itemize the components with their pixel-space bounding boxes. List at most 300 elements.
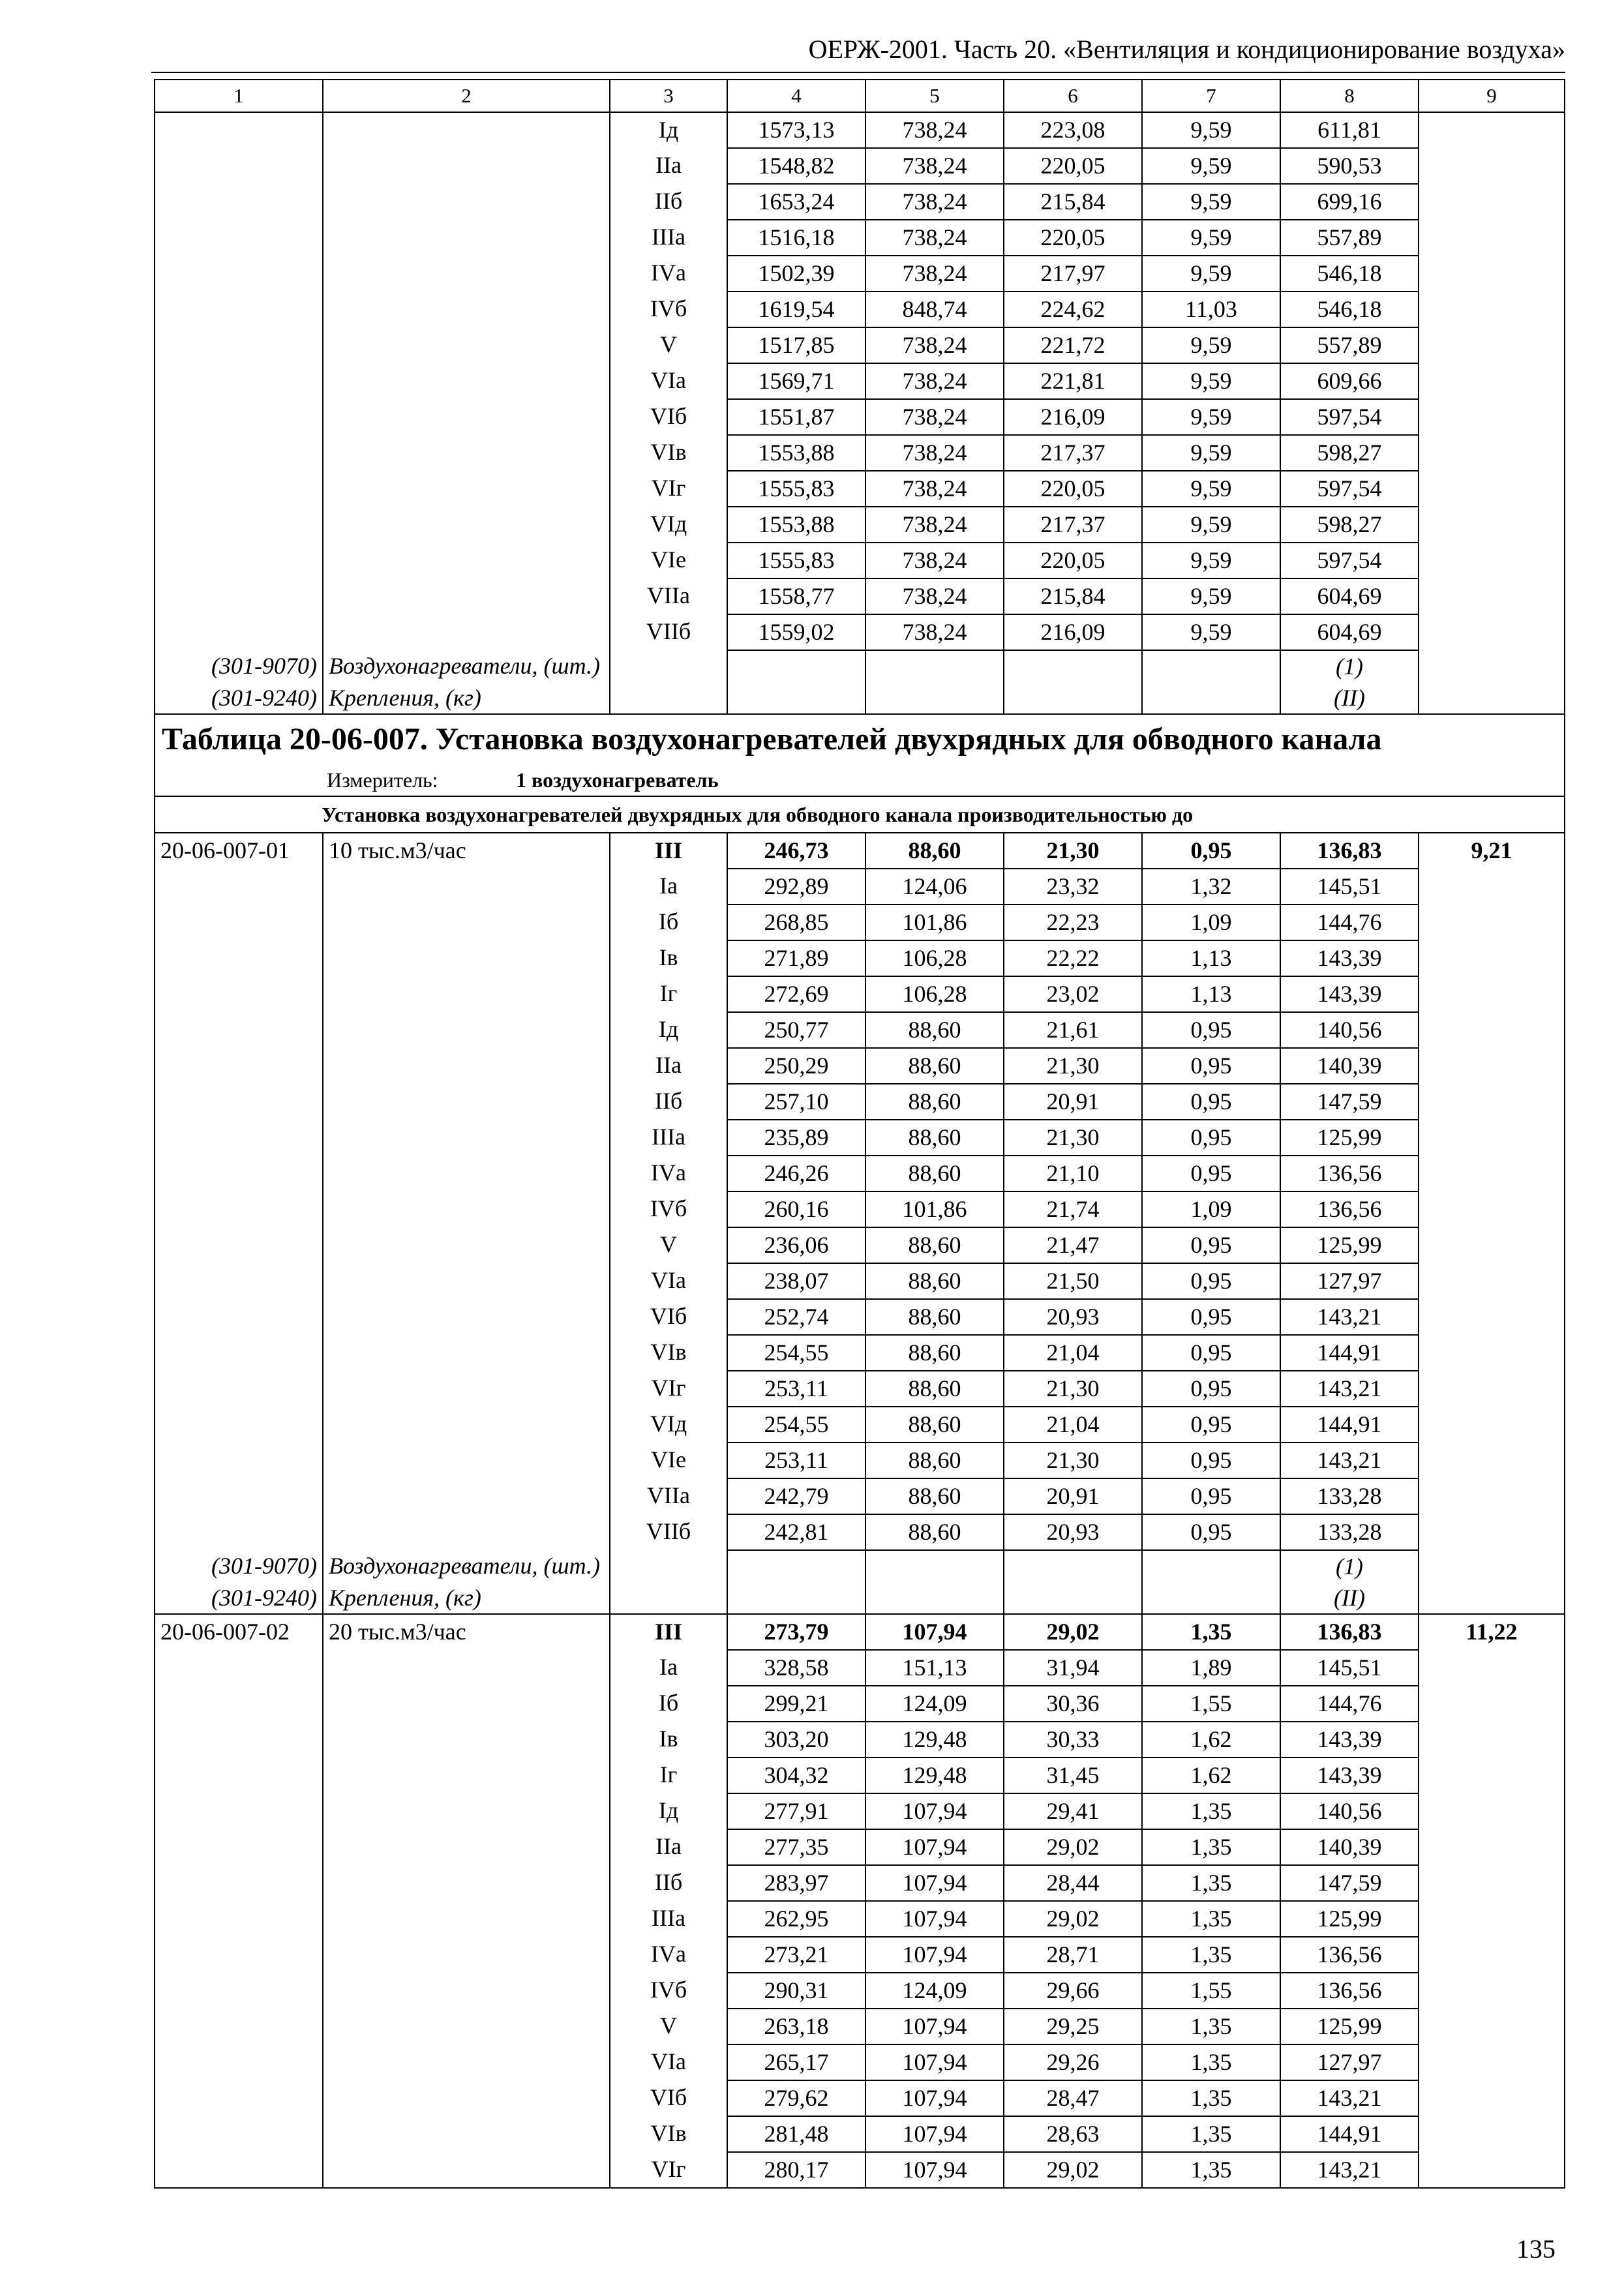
cell-value: 9,59	[1142, 363, 1280, 399]
cell-value: 124,09	[865, 1686, 1004, 1722]
cell-value: 9,59	[1142, 148, 1280, 184]
cell-value: 29,02	[1004, 2152, 1142, 2188]
cell-code	[155, 940, 323, 976]
cell-value: 217,37	[1004, 435, 1142, 471]
cell-value: 29,66	[1004, 1973, 1142, 2009]
cell-name	[323, 1514, 610, 1550]
cell-value: 1,35	[1142, 1937, 1280, 1973]
cell-value: 136,56	[1280, 1156, 1419, 1191]
cell-value: 848,74	[865, 292, 1004, 327]
table-row	[155, 1514, 1565, 1550]
table-row	[155, 363, 1565, 399]
cell-value: 107,94	[865, 2116, 1004, 2152]
cell-value: 127,97	[1280, 1263, 1419, 1299]
cell-value: 88,60	[865, 1335, 1004, 1371]
cell-value: 1653,24	[727, 184, 865, 220]
resource-row	[155, 682, 1565, 714]
cell-value: 738,24	[865, 471, 1004, 507]
table-row	[155, 1191, 1565, 1227]
cell-value: IIа	[610, 148, 727, 184]
cell-col9	[1419, 1901, 1565, 1937]
resource-value: (1)	[1280, 1550, 1419, 1582]
cell-value: 304,32	[727, 1758, 865, 1793]
cell-value: Iб	[610, 1686, 727, 1722]
cell-value: IIа	[610, 1829, 727, 1865]
cell-value: VIв	[610, 435, 727, 471]
cell-value: VIIб	[610, 1514, 727, 1550]
cell-name	[323, 940, 610, 976]
cell-code	[155, 2080, 323, 2116]
table-row	[155, 940, 1565, 976]
measure-row	[155, 764, 1565, 796]
resource-code: (301-9240)	[155, 682, 323, 714]
table-row	[155, 184, 1565, 220]
table-row	[155, 1758, 1565, 1793]
cell-value: 1,35	[1142, 2152, 1280, 2188]
table-row	[155, 2152, 1565, 2188]
rates-table	[154, 79, 1565, 2189]
cell-value: VIа	[610, 2044, 727, 2080]
cell-value: 140,39	[1280, 1829, 1419, 1865]
cell-code	[155, 1793, 323, 1829]
cell-value: 1516,18	[727, 220, 865, 256]
cell-name	[323, 471, 610, 507]
cell-value: 0,95	[1142, 1048, 1280, 1084]
cell-name	[323, 976, 610, 1012]
cell-code	[155, 869, 323, 905]
cell-value: Iв	[610, 1722, 727, 1758]
cell-name	[323, 1012, 610, 1048]
cell-value: 1,62	[1142, 1758, 1280, 1793]
cell-value: 140,56	[1280, 1012, 1419, 1048]
cell-code: 20-06-007-01	[155, 833, 323, 869]
cell-value: 738,24	[865, 256, 1004, 292]
cell-col9	[1419, 2080, 1565, 2116]
table-body	[155, 80, 1565, 2188]
cell-value: IVб	[610, 1191, 727, 1227]
cell-value: 738,24	[865, 184, 1004, 220]
cell-value: 21,74	[1004, 1191, 1142, 1227]
table-row	[155, 327, 1565, 363]
cell-name	[323, 1299, 610, 1335]
cell-col9	[1419, 1478, 1565, 1514]
cell-name	[323, 1478, 610, 1514]
cell-value: IVа	[610, 1937, 727, 1973]
cell-value: 20,91	[1004, 1084, 1142, 1120]
cell-value: 738,24	[865, 507, 1004, 543]
cell-value: 133,28	[1280, 1514, 1419, 1550]
cell-value: 88,60	[865, 1012, 1004, 1048]
cell-value: 9,59	[1142, 471, 1280, 507]
cell-code	[155, 1371, 323, 1407]
cell-value: 246,26	[727, 1156, 865, 1191]
cell-value: 88,60	[865, 833, 1004, 869]
cell-value: 107,94	[865, 1901, 1004, 1937]
page-number: 135	[1516, 2234, 1556, 2264]
cell-code	[155, 1335, 323, 1371]
cell-value: 144,76	[1280, 1686, 1419, 1722]
cell-code	[155, 507, 323, 543]
cell-value: 277,91	[727, 1793, 865, 1829]
cell-name: 10 тыс.м3/час	[323, 833, 610, 869]
cell-empty	[727, 1582, 865, 1614]
cell-name	[323, 1048, 610, 1084]
cell-value: 0,95	[1142, 1156, 1280, 1191]
cell-col9	[1419, 1371, 1565, 1407]
cell-value: 21,47	[1004, 1227, 1142, 1263]
cell-value: 217,37	[1004, 507, 1142, 543]
cell-value: 271,89	[727, 940, 865, 976]
table-row	[155, 1048, 1565, 1084]
table-row	[155, 1901, 1565, 1937]
resource-row	[155, 650, 1565, 682]
table-row	[155, 1650, 1565, 1686]
cell-col9	[1419, 1263, 1565, 1299]
cell-value: 0,95	[1142, 1227, 1280, 1263]
table-row	[155, 543, 1565, 578]
cell-name	[323, 184, 610, 220]
cell-code	[155, 1973, 323, 2009]
cell-value: 1548,82	[727, 148, 865, 184]
table-row	[155, 292, 1565, 327]
cell-col9	[1419, 1156, 1565, 1191]
cell-name	[323, 112, 610, 148]
cell-value: 250,29	[727, 1048, 865, 1084]
cell-value: 238,07	[727, 1263, 865, 1299]
cell-code	[155, 399, 323, 435]
cell-value: 242,81	[727, 1514, 865, 1550]
column-number: 8	[1280, 80, 1419, 112]
cell-name	[323, 1865, 610, 1901]
cell-col9	[1419, 112, 1565, 148]
cell-value: 1558,77	[727, 578, 865, 614]
cell-value: 1559,02	[727, 614, 865, 650]
cell-code	[155, 976, 323, 1012]
cell-col9	[1419, 1829, 1565, 1865]
cell-col9	[1419, 614, 1565, 650]
cell-value: 88,60	[865, 1227, 1004, 1263]
cell-col9: 9,21	[1419, 833, 1565, 869]
column-number: 9	[1419, 80, 1565, 112]
cell-value: V	[610, 327, 727, 363]
cell-code	[155, 471, 323, 507]
cell-value: 21,30	[1004, 1048, 1142, 1084]
cell-value: 250,77	[727, 1012, 865, 1048]
cell-empty	[727, 1550, 865, 1582]
cell-value: 21,10	[1004, 1156, 1142, 1191]
cell-value: 283,97	[727, 1865, 865, 1901]
cell-value: 21,30	[1004, 1371, 1142, 1407]
resource-value: (II)	[1280, 682, 1419, 714]
cell-value: 252,74	[727, 1299, 865, 1335]
table-row	[155, 1722, 1565, 1758]
table-row	[155, 1793, 1565, 1829]
table-title: Таблица 20-06-007. Установка воздухонагревателей двухрядных для обводного канала	[155, 714, 1565, 764]
cell-value: 254,55	[727, 1407, 865, 1443]
table-row	[155, 1120, 1565, 1156]
resource-value: (II)	[1280, 1582, 1419, 1614]
header-rule	[151, 72, 1565, 73]
cell-col9	[1419, 1514, 1565, 1550]
cell-name	[323, 2152, 610, 2188]
cell-value: 136,56	[1280, 1937, 1419, 1973]
cell-code	[155, 2009, 323, 2044]
cell-name	[323, 1722, 610, 1758]
cell-col9	[1419, 905, 1565, 940]
cell-value: 88,60	[865, 1048, 1004, 1084]
resource-name: Крепления, (кг)	[323, 1582, 610, 1614]
cell-value: 224,62	[1004, 292, 1142, 327]
cell-value: 21,61	[1004, 1012, 1142, 1048]
cell-value: 143,39	[1280, 1722, 1419, 1758]
cell-value: Iд	[610, 112, 727, 148]
resource-name: Крепления, (кг)	[323, 682, 610, 714]
cell-value: 221,81	[1004, 363, 1142, 399]
cell-value: 0,95	[1142, 1371, 1280, 1407]
cell-col9	[1419, 1407, 1565, 1443]
cell-value: 738,24	[865, 363, 1004, 399]
cell-name	[323, 2116, 610, 2152]
page-header: ОЕРЖ-2001. Часть 20. «Вентиляция и кондиционирование воздуха»	[808, 35, 1565, 64]
table-row	[155, 614, 1565, 650]
cell-col9	[1419, 1227, 1565, 1263]
cell-empty	[1004, 1582, 1142, 1614]
cell-value: 9,59	[1142, 112, 1280, 148]
column-number: 1	[155, 80, 323, 112]
cell-value: 1619,54	[727, 292, 865, 327]
cell-empty	[1004, 650, 1142, 682]
cell-name	[323, 220, 610, 256]
measure-cell	[155, 764, 1565, 796]
cell-code	[155, 1901, 323, 1937]
table-row	[155, 399, 1565, 435]
cell-value: IIб	[610, 1084, 727, 1120]
cell-empty	[865, 1582, 1004, 1614]
cell-value: 253,11	[727, 1371, 865, 1407]
cell-value: 262,95	[727, 1901, 865, 1937]
cell-value: 151,13	[865, 1650, 1004, 1686]
cell-value: 609,66	[1280, 363, 1419, 399]
cell-col9	[1419, 1084, 1565, 1120]
cell-name	[323, 1829, 610, 1865]
table-row	[155, 2116, 1565, 2152]
cell-col9	[1419, 256, 1565, 292]
cell-value: 220,05	[1004, 220, 1142, 256]
cell-value: III	[610, 1614, 727, 1650]
measure-label: Измеритель:	[327, 768, 438, 792]
cell-value: 129,48	[865, 1758, 1004, 1793]
cell-value: 136,83	[1280, 1614, 1419, 1650]
cell-value: 236,06	[727, 1227, 865, 1263]
cell-value: 0,95	[1142, 1443, 1280, 1478]
cell-name	[323, 1901, 610, 1937]
cell-code	[155, 2044, 323, 2080]
cell-value: 29,41	[1004, 1793, 1142, 1829]
table-row	[155, 148, 1565, 184]
cell-value: 1569,71	[727, 363, 865, 399]
cell-col9	[1419, 543, 1565, 578]
cell-value: 23,02	[1004, 976, 1142, 1012]
table-row	[155, 1829, 1565, 1865]
cell-col9	[1419, 1793, 1565, 1829]
cell-value: Iа	[610, 1650, 727, 1686]
cell-value: 30,36	[1004, 1686, 1142, 1722]
cell-value: 598,27	[1280, 507, 1419, 543]
cell-value: 260,16	[727, 1191, 865, 1227]
cell-code	[155, 220, 323, 256]
cell-value: 22,23	[1004, 905, 1142, 940]
cell-value: 88,60	[865, 1514, 1004, 1550]
table-title-row	[155, 714, 1565, 764]
cell-value: VIIб	[610, 614, 727, 650]
resource-code: (301-9070)	[155, 650, 323, 682]
cell-value: 145,51	[1280, 869, 1419, 905]
cell-code	[155, 112, 323, 148]
cell-value: 21,04	[1004, 1407, 1142, 1443]
cell-name	[323, 1263, 610, 1299]
cell-col9	[1419, 1012, 1565, 1048]
cell-col9	[1419, 976, 1565, 1012]
cell-name	[323, 256, 610, 292]
resource-code: (301-9070)	[155, 1550, 323, 1582]
cell-value: 220,05	[1004, 148, 1142, 184]
cell-value: 9,59	[1142, 578, 1280, 614]
table-row	[155, 1335, 1565, 1371]
cell-value: VIб	[610, 399, 727, 435]
cell-code	[155, 1443, 323, 1478]
cell-name	[323, 543, 610, 578]
cell-value: 9,59	[1142, 327, 1280, 363]
cell-code	[155, 363, 323, 399]
cell-value: 28,63	[1004, 2116, 1142, 2152]
cell-value: 0,95	[1142, 1012, 1280, 1048]
cell-col9	[1419, 1758, 1565, 1793]
cell-value: 23,32	[1004, 869, 1142, 905]
cell-value: 738,24	[865, 112, 1004, 148]
cell-value: III	[610, 833, 727, 869]
cell-value: Iг	[610, 1758, 727, 1793]
cell-value: 0,95	[1142, 1084, 1280, 1120]
cell-value: IVа	[610, 256, 727, 292]
cell-value: 611,81	[1280, 112, 1419, 148]
cell-value: 279,62	[727, 2080, 865, 2116]
cell-value: 290,31	[727, 1973, 865, 2009]
cell-value: VIа	[610, 363, 727, 399]
table-row	[155, 1973, 1565, 2009]
cell-col9	[1419, 578, 1565, 614]
cell-name	[323, 507, 610, 543]
cell-code	[155, 1407, 323, 1443]
cell-value: 1,62	[1142, 1722, 1280, 1758]
cell-value: 272,69	[727, 976, 865, 1012]
cell-empty	[1142, 1550, 1280, 1582]
cell-value: 1,35	[1142, 2009, 1280, 2044]
cell-value: 1502,39	[727, 256, 865, 292]
cell-value: 215,84	[1004, 184, 1142, 220]
cell-value: 21,50	[1004, 1263, 1142, 1299]
cell-code	[155, 1191, 323, 1227]
cell-value: 29,25	[1004, 2009, 1142, 2044]
cell-col9	[1419, 1865, 1565, 1901]
cell-value: 0,95	[1142, 1120, 1280, 1156]
cell-value: 125,99	[1280, 1901, 1419, 1937]
cell-value: 0,95	[1142, 833, 1280, 869]
cell-value: 604,69	[1280, 614, 1419, 650]
cell-value: 107,94	[865, 1937, 1004, 1973]
cell-value: 143,39	[1280, 940, 1419, 976]
cell-empty	[1004, 1550, 1142, 1582]
cell-value: 242,79	[727, 1478, 865, 1514]
cell-name	[323, 1973, 610, 2009]
cell-value: 147,59	[1280, 1865, 1419, 1901]
cell-empty	[727, 650, 865, 682]
cell-value: 0,95	[1142, 1407, 1280, 1443]
cell-code	[155, 1120, 323, 1156]
cell-name	[323, 2080, 610, 2116]
cell-value: 216,09	[1004, 399, 1142, 435]
cell-value: VIд	[610, 1407, 727, 1443]
cell-name	[323, 399, 610, 435]
cell-value: Iд	[610, 1793, 727, 1829]
cell-value: 738,24	[865, 614, 1004, 650]
cell-value: 557,89	[1280, 220, 1419, 256]
cell-value: 738,24	[865, 543, 1004, 578]
cell-value: 1,35	[1142, 1865, 1280, 1901]
cell-value: 277,35	[727, 1829, 865, 1865]
cell-value: 21,30	[1004, 833, 1142, 869]
table-row	[155, 833, 1565, 869]
cell-value: 220,05	[1004, 471, 1142, 507]
cell-empty	[727, 682, 865, 714]
column-number: 2	[323, 80, 610, 112]
cell-value: 143,39	[1280, 976, 1419, 1012]
cell-col9	[1419, 2009, 1565, 2044]
cell-value: 235,89	[727, 1120, 865, 1156]
cell-value: 223,08	[1004, 112, 1142, 148]
cell-value: 328,58	[727, 1650, 865, 1686]
cell-value: 107,94	[865, 2044, 1004, 2080]
cell-value: 1,35	[1142, 2080, 1280, 2116]
table-row	[155, 1614, 1565, 1650]
cell-value: 265,17	[727, 2044, 865, 2080]
cell-value: 604,69	[1280, 578, 1419, 614]
cell-value: 597,54	[1280, 543, 1419, 578]
cell-code	[155, 2152, 323, 2188]
table-row	[155, 976, 1565, 1012]
cell-value: 268,85	[727, 905, 865, 940]
cell-value: Iв	[610, 940, 727, 976]
cell-col9	[1419, 940, 1565, 976]
cell-name	[323, 2044, 610, 2080]
cell-value: VIа	[610, 1263, 727, 1299]
cell-name	[323, 1335, 610, 1371]
cell-value: 738,24	[865, 435, 1004, 471]
cell-col9	[1419, 1048, 1565, 1084]
cell-value: 11,03	[1142, 292, 1280, 327]
cell-name	[323, 1443, 610, 1478]
cell-value: 1551,87	[727, 399, 865, 435]
cell-value: VIв	[610, 2116, 727, 2152]
cell-col9	[1419, 1973, 1565, 2009]
section-description: Установка воздухонагревателей двухрядных для обводного канала производительностью до	[155, 796, 1565, 833]
cell-value: 31,45	[1004, 1758, 1142, 1793]
cell-code	[155, 1865, 323, 1901]
cell-code	[155, 148, 323, 184]
cell-value: 28,44	[1004, 1865, 1142, 1901]
column-number: 3	[610, 80, 727, 112]
cell-code	[155, 1478, 323, 1514]
table-row	[155, 1156, 1565, 1191]
